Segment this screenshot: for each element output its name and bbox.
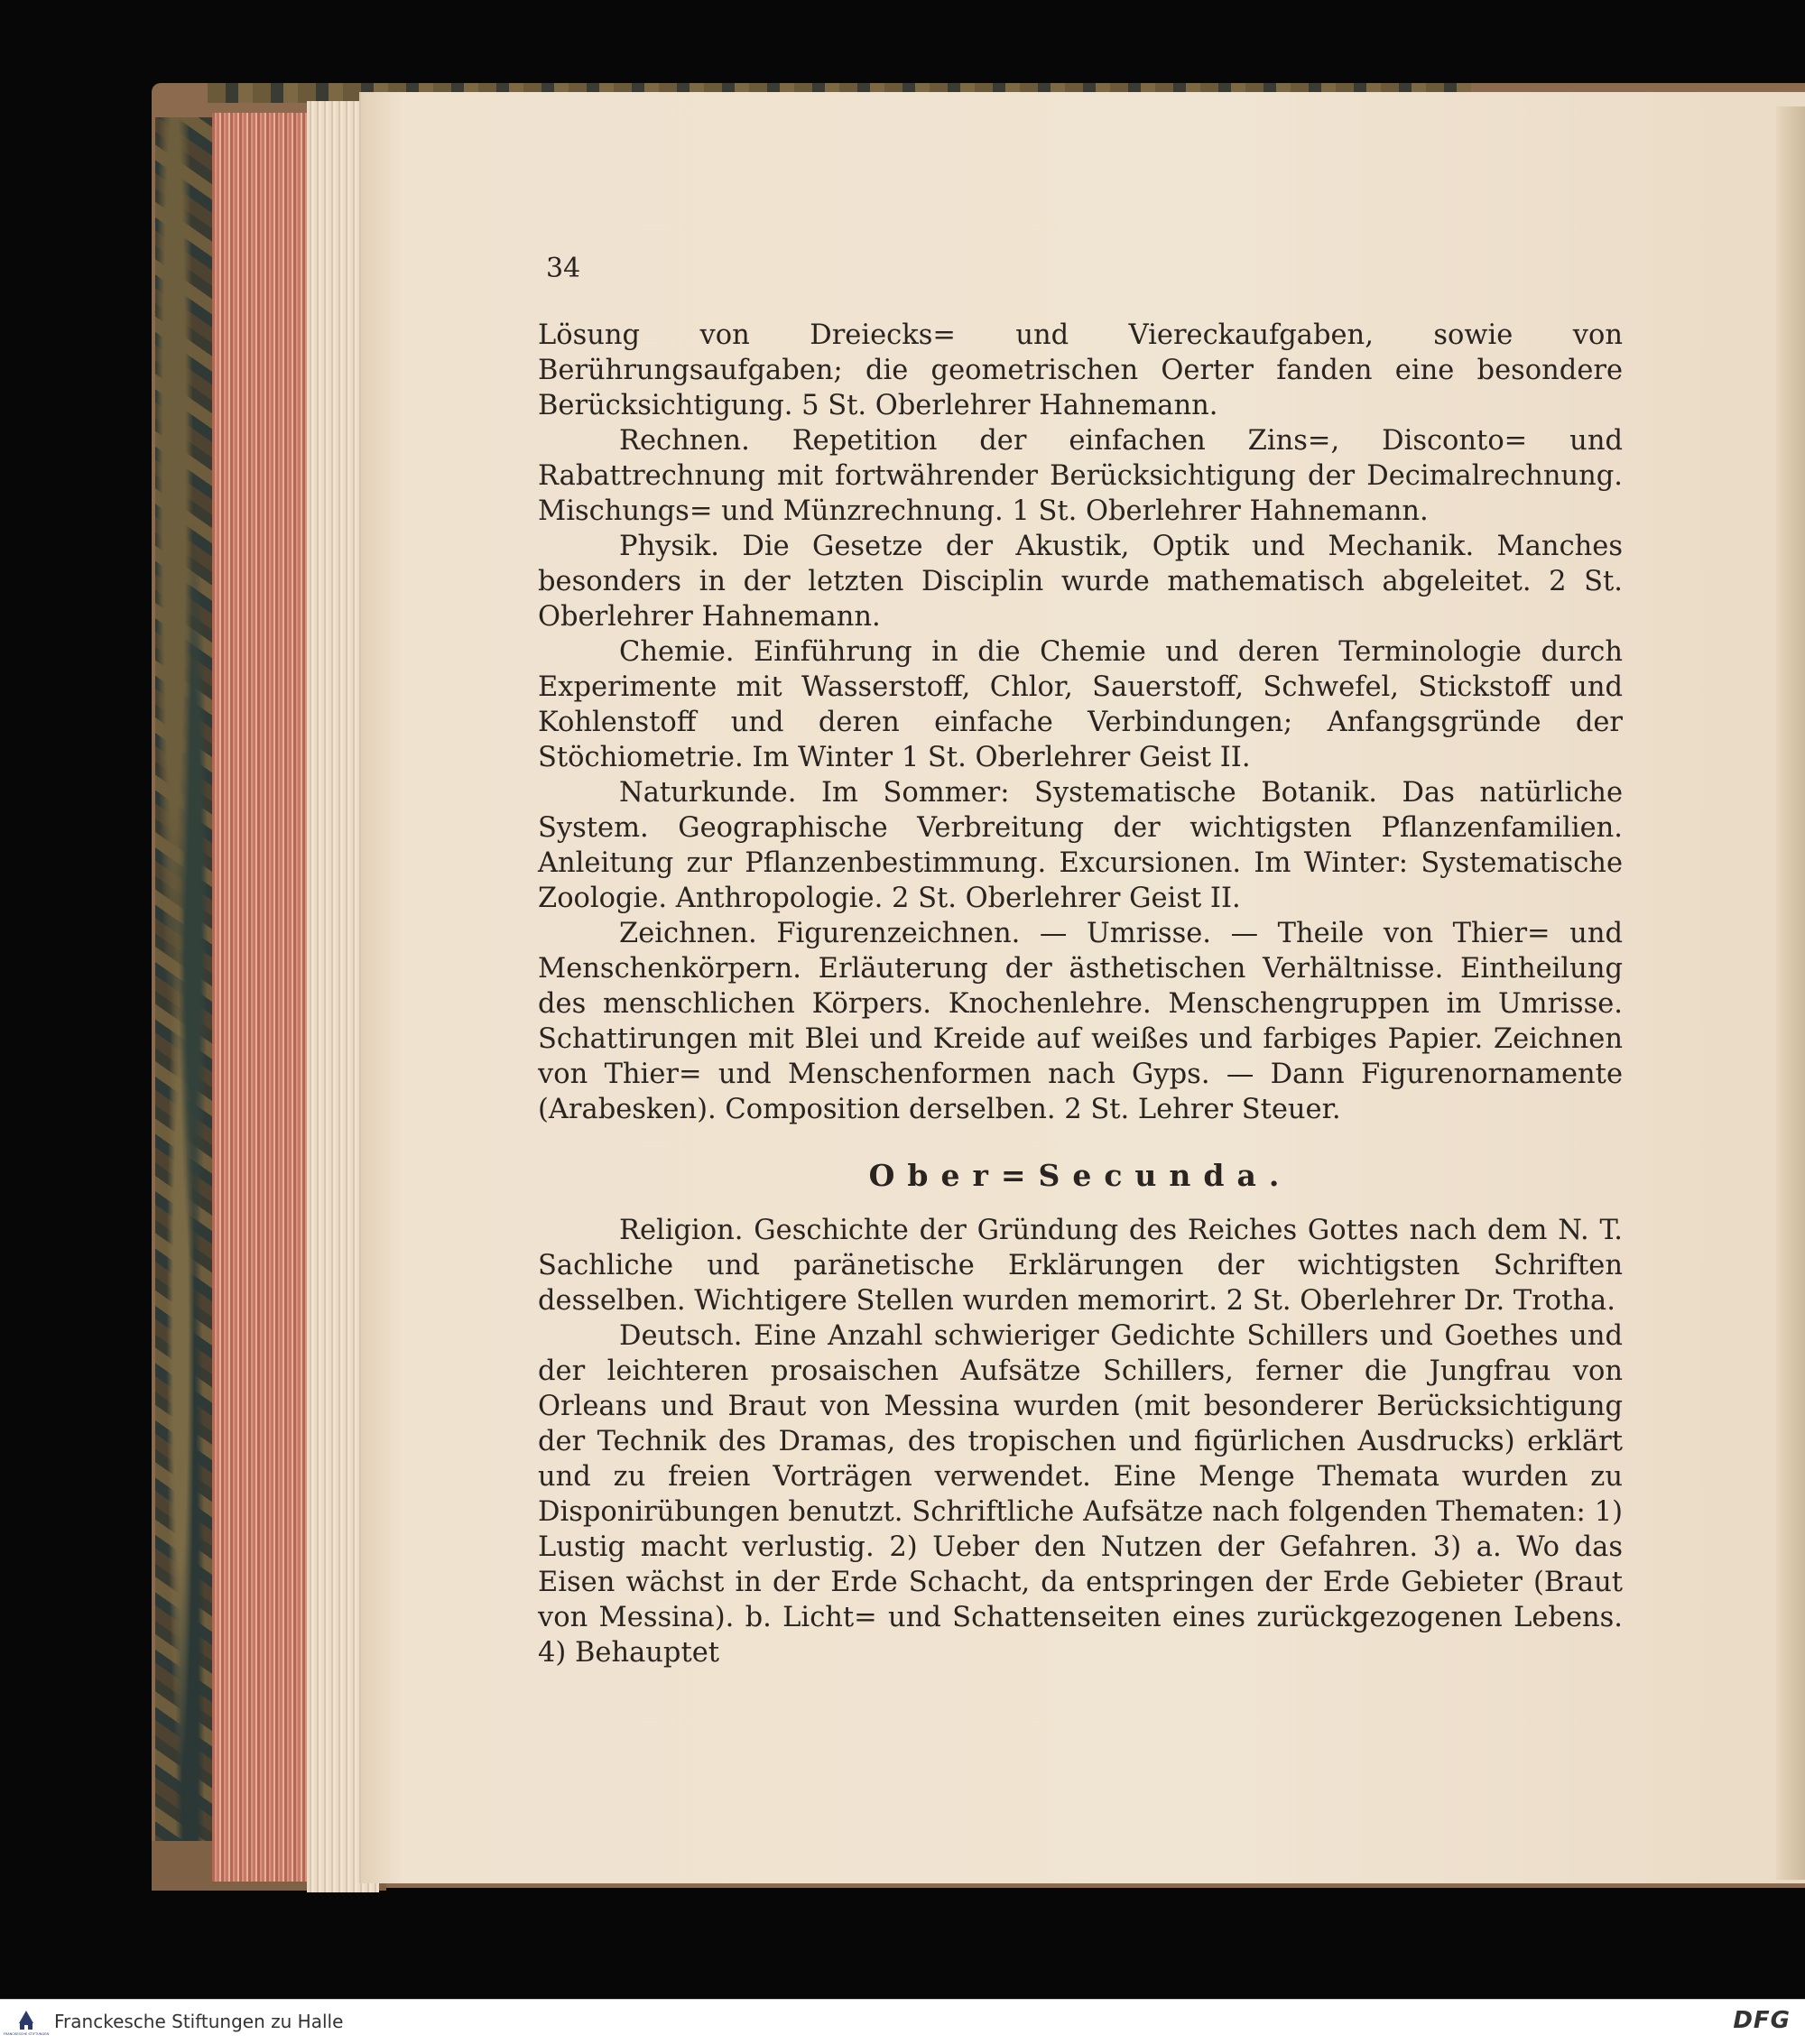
viewer-footer [0, 1999, 1805, 2044]
paragraph: Zeichnen. Figurenzeichnen. — Umrisse. — Theile von Thier= und Menschenkörpern. Erläuterung der ästhetischen Verhältnisse. Eintheilung des menschlichen Körpers. Knochenlehre. Menschengruppen im Umrisse. Schattirungen mit Blei und Kreide auf weißes und farbiges Papier. Zeichnen von Thier= und Menschenformen nach Gyps. — Dann Figurenornamente (Arabesken). Composition derselben. 2 St. Lehrer Steuer. [538, 918, 1623, 1125]
logo-text: FRANCKESCHE STIFTUNGEN [3, 2032, 50, 2036]
marbled-board [155, 117, 218, 1850]
institution-name[interactable]: Franckesche Stiftungen zu Halle [54, 2011, 344, 2032]
institution-logo [3, 2003, 50, 2039]
paragraph: Deutsch. Eine Anzahl schwieriger Gedichte Schillers und Goethes und der leichteren prosaischen Aufsätze Schillers, ferner die Jungfrau von Orleans und Braut von Messina wurden (mit besonderer Berücksichtigung der Technik des Dramas, des tropischen und figürlichen Ausdrucks) erklärt und zu freien Vorträgen verwendet. Eine Menge Themata wurden zu Disponirübungen benutzt. Schriftliche Aufsätze nach folgenden Thematen: 1) Lustig macht verlustig. 2) Ueber den Nutzen der Gefahren. 3) a. Wo das Eisen wächst in der Erde Schacht, da entspringen der Erde Gebieter (Braut von Messina). b. Licht= und Schattenseiten eines zurückgezogenen Lebens. 4) Behauptet [538, 1320, 1623, 1669]
paragraph: Chemie. Einführung in die Chemie und deren Terminologie durch Experimente mit Wasserstoff, Chlor, Sauerstoff, Schwefel, Stickstoff und Kohlenstoff und deren einfache Verbindungen; Anfangsgründe der Stöchiometrie. Im Winter 1 St. Oberlehrer Geist II. [538, 636, 1623, 773]
paragraph: Physik. Die Gesetze der Akustik, Optik und Mechanik. Manches besonders in der letzten Disciplin wurde mathematisch abgeleitet. 2 St. Oberlehrer Hahnemann. [538, 531, 1623, 633]
paragraph: Religion. Geschichte der Gründung des Reiches Gottes nach dem N. T. Sachliche und paränetische Erklärungen der wichtigsten Schriften desselben. Wichtigere Stellen wurden memorirt. 2 St. Oberlehrer Dr. Trotha. [538, 1215, 1623, 1317]
paragraph: Naturkunde. Im Sommer: Systematische Botanik. Das natürliche System. Geographische Verbreitung der wichtigsten Pflanzenfamilien. Anleitung zur Pflanzenbestimmung. Excursionen. Im Winter: Systematische Zoologie. Anthropologie. 2 St. Oberlehrer Geist II. [538, 777, 1623, 914]
page-edges [212, 113, 320, 1882]
paragraph: Lösung von Dreiecks= und Viereckaufgaben, sowie von Berührungsaufgaben; die geometrischen Oerter fanden eine besondere Berücksichtigung. 5 St. Oberlehrer Hahnemann. [538, 319, 1623, 421]
page-number: 34 [546, 253, 581, 284]
section-heading: Ober=Secunda. [868, 1158, 1292, 1193]
paragraph: Rechnen. Repetition der einfachen Zins=, Disconto= und Rabattrechnung mit fortwährender Berücksichtigung der Decimalrechnung. Mischungs= und Münzrechnung. 1 St. Oberlehrer Hahnemann. [538, 425, 1623, 527]
page-gutter [1776, 106, 1805, 1880]
page-text [538, 318, 1623, 1670]
dfg-logo: DFG [1733, 2007, 1791, 2034]
